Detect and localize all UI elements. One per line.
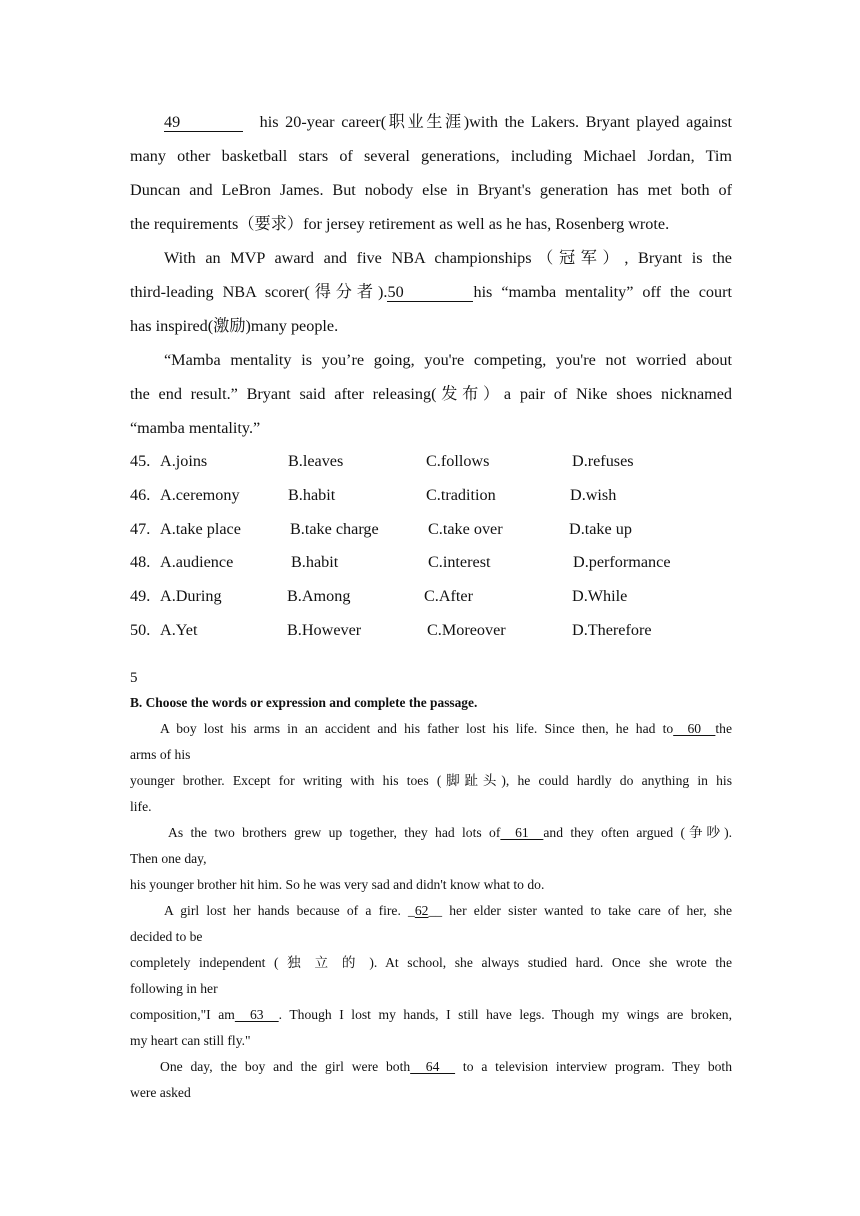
passage-b-line: his younger brother hit him. So he was very sad and didn't know what to do.	[130, 877, 545, 892]
passage-b-line: A boy lost his arms in an accident and his father lost his life. Since then, he had to 60 the	[160, 721, 733, 736]
option-row: 46. A.ceremony B.habit C.tradition D.wish	[130, 486, 617, 504]
blank-64: 64	[410, 1059, 456, 1074]
blank-63: 63	[234, 1007, 279, 1022]
passage-a-line: has inspired(激励)many people.	[130, 317, 339, 335]
passage-b-line: Then one day,	[130, 851, 207, 866]
passage-a-line: “Mamba mentality is you’re going, you're competing, you're not worried about	[164, 351, 732, 369]
passage-a-line: “mamba mentality.”	[130, 419, 261, 437]
passage-a-line: 49 his 20-year career(职业生涯)with the Lakers. Bryant played against	[164, 113, 732, 131]
option-row: 50. A.Yet B.However C.Moreover D.Therefore	[130, 621, 652, 639]
passage-b-line: completely independent ( 独 立 的 ). At school, she always studied hard. Once she wrote the	[130, 955, 732, 970]
option-row: 49. A.During B.Among C.After D.While	[130, 587, 628, 605]
passage-b	[130, 716, 732, 1106]
passage-b-line: arms of his	[130, 747, 191, 762]
passage-b-line: As the two brothers grew up together, they had lots of 61 and they often argued (争吵).	[168, 825, 733, 840]
passage-b-line: following in her	[130, 981, 218, 996]
passage-a-line: many other basketball stars of several generations, including Michael Jordan, Tim	[130, 147, 732, 165]
section-number: 5	[130, 670, 138, 686]
blank-50: 50	[387, 285, 473, 302]
passage-b-line: younger brother. Except for writing with his toes (脚趾头), he could hardly do anything in his	[130, 773, 732, 788]
passage-b-line: decided to be	[130, 929, 203, 944]
passage-b-line: One day, the boy and the girl were both 64 to a television interview program. They both	[160, 1059, 733, 1074]
passage-b-line: composition,"I am 63 . Though I lost my hands, I still have legs. Though my wings are broken,	[130, 1007, 733, 1022]
option-row: 48. A.audience B.habit C.interest D.performance	[130, 553, 671, 571]
option-row: 47. A.take place B.take charge C.take over D.take up	[130, 520, 632, 538]
passage-b-line: were asked	[130, 1085, 191, 1100]
passage-b-line: A girl lost her hands because of a fire. _62__ her elder sister wanted to take care of her, she	[164, 903, 732, 918]
passage-a-line: With an MVP award and five NBA championships（冠军）, Bryant is the	[164, 249, 732, 267]
blank-61: 61	[500, 825, 544, 840]
passage-a-line: third-leading NBA scorer(得分者).50 his “mamba mentality” off the court	[130, 283, 732, 301]
passage-a-line: the requirements（要求）for jersey retirement as well as he has, Rosenberg wrote.	[130, 215, 670, 233]
section-b-heading: B. Choose the words or expression and complete the passage.	[130, 695, 478, 710]
passage-a-line: the end result.” Bryant said after releasing(发布）a pair of Nike shoes nicknamed	[130, 385, 732, 403]
blank-60: 60	[673, 721, 716, 736]
passage-b-line: my heart can still fly."	[130, 1033, 251, 1048]
passage-a-line: Duncan and LeBron James. But nobody else in Bryant's generation has met both of	[130, 181, 732, 199]
passage-b-line: life.	[130, 799, 152, 814]
blank-62: 62	[414, 903, 429, 918]
option-row: 45. A.joins B.leaves C.follows D.refuses	[130, 452, 634, 470]
blank-49: 49	[164, 115, 243, 132]
